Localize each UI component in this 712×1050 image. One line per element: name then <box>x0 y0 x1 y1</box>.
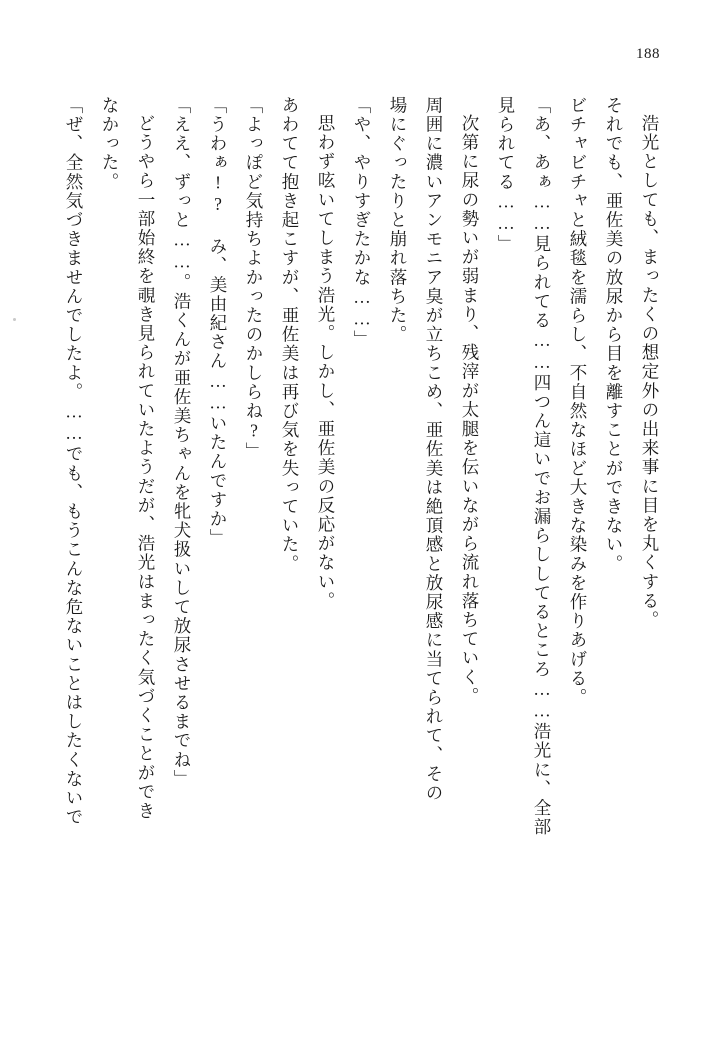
text-line: 場にぐったりと崩れ落ちた。 <box>388 96 408 345</box>
text-line: 「よっぽど気持ちよかったのかしらね?」 <box>244 96 264 462</box>
text-line: 見られてる……」 <box>496 96 516 254</box>
page-speck <box>13 318 16 321</box>
text-line: ビチャビチャと絨毯を濡らし、不自然なほど大きな染みを作りあげる。 <box>568 96 588 708</box>
text-line: それでも、亜佐美の放尿から目を離すことができない。 <box>604 96 624 574</box>
text-line: 次第に尿の勢いが弱まり、残滓が太腿を伝いながら流れ落ちていく。 <box>460 114 480 707</box>
page-number: 188 <box>636 46 660 62</box>
text-line: 「うわぁ!? み、美由紀さん……いたんですか」 <box>208 96 228 548</box>
text-line: 「や、やりすぎたかな……」 <box>352 96 372 350</box>
text-line: 周囲に濃いアンモニア臭が立ちこめ、亜佐美は絶頂感と放尿感に当てられて、その <box>424 96 444 803</box>
text-line: 浩光としても、まったくの想定外の出来事に目を丸くする。 <box>640 114 660 630</box>
text-line: なかった。 <box>100 96 120 192</box>
vertical-text-body <box>60 96 668 986</box>
text-line: あわてて抱き起こすが、亜佐美は再び気を失っていた。 <box>280 96 300 574</box>
text-line: 「あ、あぁ……見られてる……四つん這いでお漏らししてるところ……浩光に、全部 <box>532 96 552 837</box>
text-line: 思わず呟いてしまう浩光。しかし、亜佐美の反応がない。 <box>316 114 336 611</box>
text-line: 「ええ、ずっと……。浩くんが亜佐美ちゃんを牝犬扱いして放尿させるまでね」 <box>172 96 192 789</box>
text-line: どうやら一部始終を覗き見られていたようだが、浩光はまったく気づくことができ <box>136 114 156 821</box>
text-line: 「ぜ、全然気づきませんでしたよ。……でも、もうこんな危ないことはしたくないで <box>64 96 84 827</box>
